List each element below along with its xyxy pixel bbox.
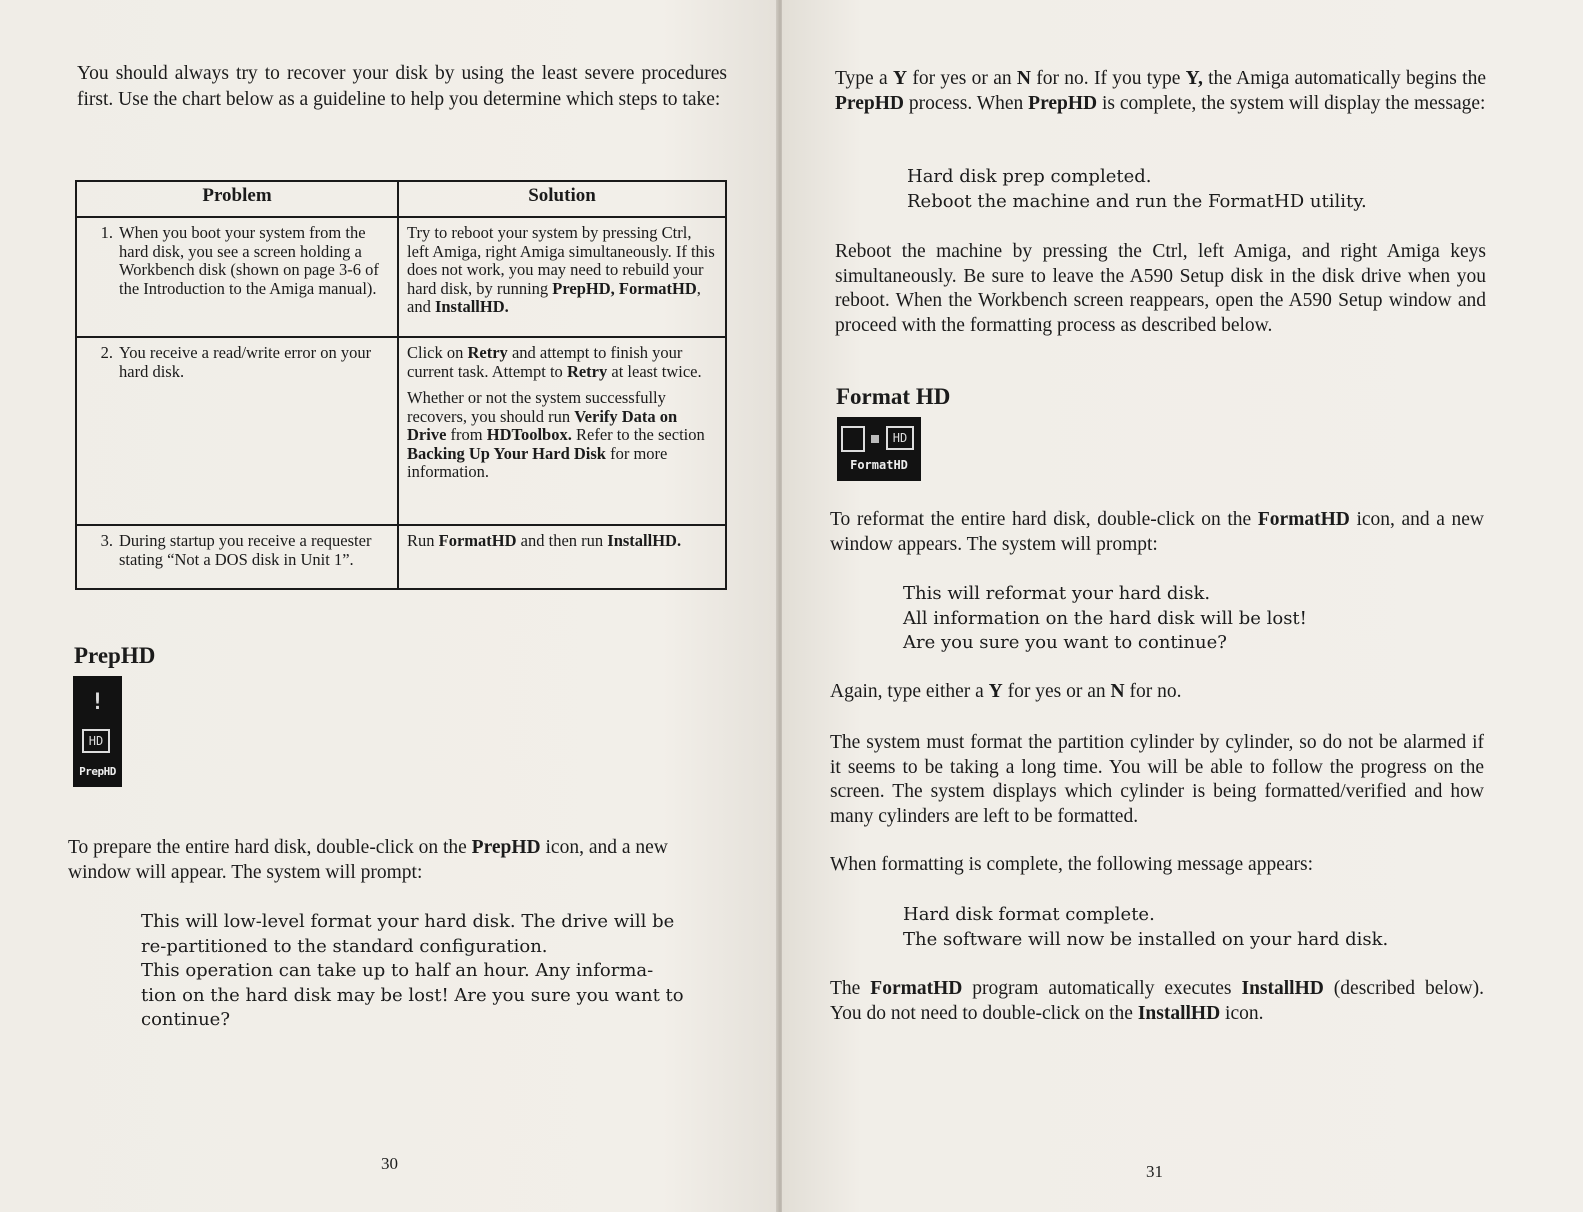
formathd-heading: Format HD <box>836 384 951 409</box>
message-line: Hard disk format complete. <box>903 904 1155 925</box>
prephd-prompt <box>141 910 684 1033</box>
prephd-icon-label: PrepHD <box>79 765 116 778</box>
message-line: Hard disk prep completed. <box>907 166 1152 187</box>
left-page <box>0 0 780 1212</box>
solution-cell <box>398 337 726 525</box>
floppy-icon <box>841 426 865 452</box>
table-row <box>76 337 726 525</box>
page-number: 30 <box>381 1154 398 1173</box>
row-number: 3. <box>100 531 113 550</box>
reformat-paragraph: To reformat the entire hard disk, double-click on the FormatHD icon, and a new window appears. The system will prompt: <box>830 509 1485 555</box>
prompt-line: All information on the hard disk will be lost! <box>903 607 1307 629</box>
reformat-prompt <box>903 582 1307 656</box>
right-page <box>782 0 1583 1212</box>
cylinder-paragraph: The system must format the partition cylinder by cylinder, so do not be alarmed if it seems to be taking a long time. You will be able to follow the progress on the screen. The system displays which cylinder is being formatted/verified and how many cylinders are left to be formatted. <box>830 732 1484 827</box>
prompt-line: This will reformat your hard disk. <box>903 583 1211 604</box>
solution-bold: InstallHD. <box>434 297 509 316</box>
problem-cell <box>76 217 398 337</box>
message-line: Reboot the machine and run the FormatHD utility. <box>907 190 1367 212</box>
recovery-chart <box>75 180 727 590</box>
problem-cell <box>76 337 398 525</box>
solution-paragraph: Click on Retry and attempt to finish your current task. Attempt to Retry at least twice. <box>407 343 702 381</box>
reboot-paragraph: Reboot the machine by pressing the Ctrl, left Amiga, and right Amiga keys simultaneously. Be sure to leave the A590 Setup disk in the disk drive when you reboot. When the Workbench screen reappears, open the A590 Setup window and proceed with the formatting process as described below. <box>835 241 1486 336</box>
prompt-line: continue? <box>141 1009 230 1030</box>
solution-header: Solution <box>398 181 726 217</box>
solution-cell <box>398 217 726 337</box>
solution-text: Try to reboot your system by pressing Ctrl, left Amiga, right Amiga simultaneously. If this does not work, you may need to rebuild your hard disk, by running <box>407 223 715 298</box>
formathd-icon-label: FormatHD <box>850 458 908 472</box>
again-paragraph: Again, type either a Y for yes or an N for no. <box>830 681 1182 702</box>
problem-cell <box>76 525 398 589</box>
arrow-icon <box>871 435 879 443</box>
problem-text: You receive a read/write error on your hard disk. <box>119 343 372 381</box>
formathd-icon[interactable] <box>837 417 921 481</box>
type-y-paragraph: Type a Y for yes or an N for no. If you type Y, the Amiga automatically begins the PrepHD process. When PrepHD is complete, the system will display the message: <box>835 68 1486 114</box>
solution-bold: PrepHD, <box>552 278 615 298</box>
solution-bold: FormatHD <box>618 278 697 298</box>
prompt-line: re-partitioned to the standard configuration. <box>141 935 548 957</box>
page-number: 31 <box>1146 1162 1163 1181</box>
problem-header: Problem <box>76 181 398 217</box>
prepare-paragraph: To prepare the entire hard disk, double-click on the PrepHD icon, and a new window will appear. The system will prompt: <box>68 837 668 883</box>
problem-text: During startup you receive a requester stating “Not a DOS disk in Unit 1”. <box>119 531 372 569</box>
row-number: 2. <box>100 343 113 362</box>
prephd-heading: PrepHD <box>74 643 156 668</box>
complete-paragraph: When formatting is complete, the following message appears: <box>830 854 1314 875</box>
solution-paragraph: Whether or not the system successfully recovers, you should run Verify Data on Drive from HDToolbox. Refer to the section Backing Up Your Hard Disk for more information. <box>407 388 705 481</box>
prephd-icon[interactable] <box>73 676 122 787</box>
final-paragraph: The FormatHD program automatically executes InstallHD (described below). You do not need to double-click on the InstallHD icon. <box>830 978 1484 1024</box>
exclamation-icon: ! <box>90 690 105 715</box>
prompt-line: This will low-level format your hard disk. The drive will be <box>141 911 675 932</box>
prompt-line: Are you sure you want to continue? <box>903 632 1227 653</box>
intro-paragraph: You should always try to recover your disk by using the least severe procedures first. Use the chart below as a guideline to help you determine which steps to take: <box>77 63 727 110</box>
row-number: 1. <box>100 223 113 242</box>
table-row <box>76 217 726 337</box>
solution-text: , and <box>407 278 701 316</box>
chart-header-row <box>76 181 726 217</box>
prep-complete-message <box>907 165 1367 214</box>
format-complete-message <box>903 903 1388 952</box>
prompt-line: This operation can take up to half an hour. Any informa- <box>141 960 654 981</box>
hd-box-icon: HD <box>82 729 110 753</box>
problem-text: When you boot your system from the hard disk, you see a screen holding a Workbench disk (shown on page 3-6 of the Introduction to the Amiga manual). <box>119 223 379 298</box>
solution-cell: Run FormatHD and then run InstallHD. <box>398 525 726 589</box>
message-line: The software will now be installed on your hard disk. <box>903 928 1389 950</box>
hd-box-icon: HD <box>886 426 914 450</box>
prompt-line: tion on the hard disk may be lost! Are you sure you want to <box>141 984 684 1006</box>
table-row <box>76 525 726 589</box>
